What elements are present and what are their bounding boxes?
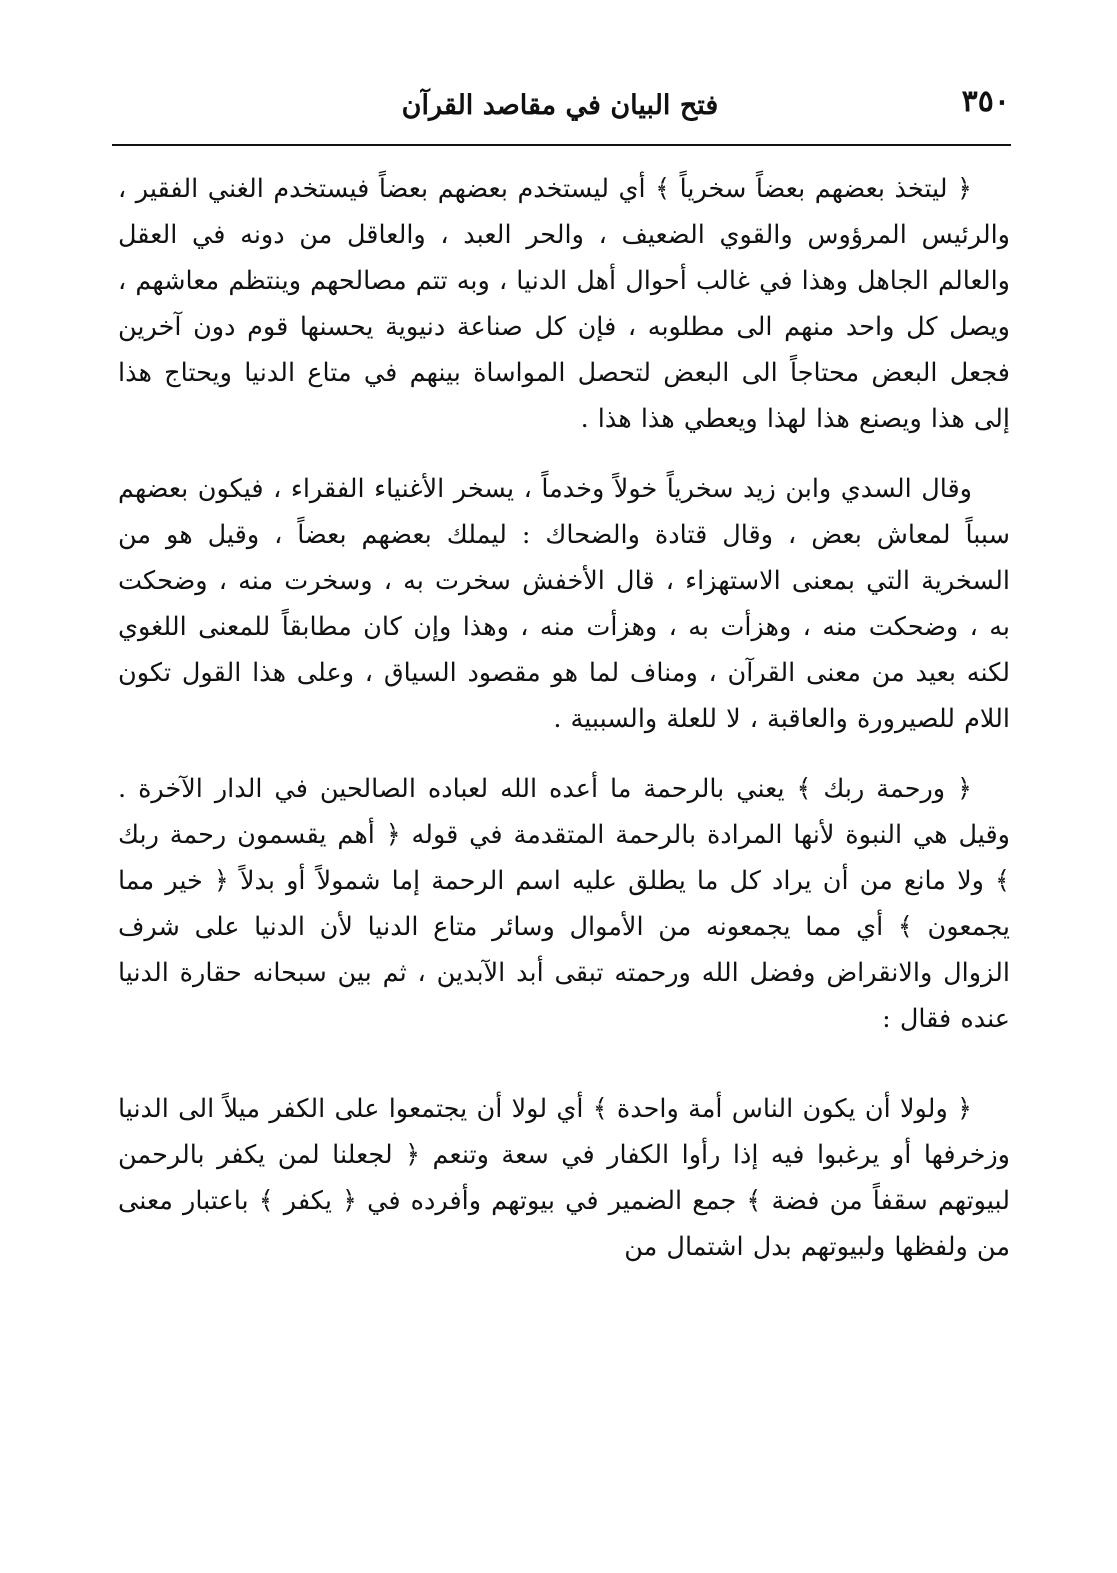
paragraph-3: ﴿ ورحمة ربك ﴾ يعني بالرحمة ما أعده الله لعباده الصالحين في الدار الآخرة . وقيل هي النبوة لأنها المرادة بالرحمة المتقدمة في قوله ﴿ أهم يقسمون رحمة ربك ﴾ ولا مانع من أن يراد كل ما يطلق عليه اسم الرحمة إما شمولاً أو بدلاً ﴿ خير مما يجمعون ﴾ أي مما يجمعونه من الأموال وسائر متاع الدنيا لأن الدنيا على شرف الزوال والانقراض وفضل الله ورحمته تبقى أبد الآبدين ، ثم بين سبحانه حقارة الدنيا عنده فقال : <box>118 774 1010 1034</box>
page-number: ٣٥٠ <box>961 84 1010 119</box>
paragraph-4: ﴿ ولولا أن يكون الناس أمة واحدة ﴾ أي لولا أن يجتمعوا على الكفر ميلاً الى الدنيا وزخرفها أو يرغبوا فيه إذا رأوا الكفار في سعة وتنعم ﴿ لجعلنا لمن يكفر بالرحمن لبيوتهم سقفاً من فضة ﴾ جمع الضمير في بيوتهم وأفرده في ﴿ يكفر ﴾ باعتبار معنى من ولفظها ولبيوتهم بدل اشتمال من <box>118 1094 1010 1262</box>
body-text <box>118 166 1010 1270</box>
book-title: فتح البيان في مقاصد القرآن <box>401 90 719 121</box>
header-rule <box>112 144 1011 146</box>
running-header <box>110 82 1010 142</box>
paragraph-2: وقال السدي وابن زيد سخرياً خولاً وخدماً ، يسخر الأغنياء الفقراء ، فيكون بعضهم سبباً لمعاش بعض ، وقال قتادة والضحاك : ليملك بعضهم بعضاً ، وقيل هو من السخرية التي بمعنى الاستهزاء ، قال الأخفش سخرت به ، وسخرت منه ، وضحكت به ، وضحكت منه ، وهزأت به ، وهزأت منه ، وهذا وإن كان مطابقاً للمعنى اللغوي لكنه بعيد من معنى القرآن ، ومناف لما هو مقصود السياق ، وعلى هذا القول تكون اللام للصيرورة والعاقبة ، لا للعلة والسببية . <box>118 474 1010 734</box>
paragraph-1: ﴿ ليتخذ بعضهم بعضاً سخرياً ﴾ أي ليستخدم بعضهم بعضاً فيستخدم الغني الفقير ، والرئيس المرؤوس والقوي الضعيف ، والحر العبد ، والعاقل من دونه في العقل والعالم الجاهل وهذا في غالب أحوال أهل الدنيا ، وبه تتم مصالحهم وينتظم معاشهم ، ويصل كل واحد منهم الى مطلوبه ، فإن كل صناعة دنيوية يحسنها قوم دون آخرين فجعل البعض محتاجاً الى البعض لتحصل المواساة بينهم في متاع الدنيا ويحتاج هذا إلى هذا ويصنع هذا لهذا ويعطي هذا هذا . <box>118 174 1010 434</box>
